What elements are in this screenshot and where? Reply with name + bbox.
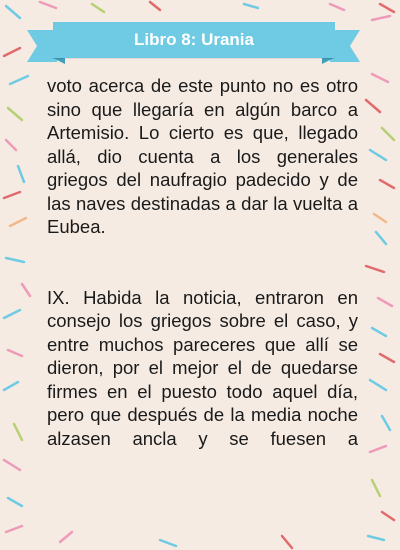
paragraph-2: IX. Habida la noticia, entraron en consejo los griegos sobre el caso, y entre muchos pareceres que allí se dieron, por el mejor el de quedarse firmes en el puesto todo aquel día, pero que después de la media noche alzasen ancla y se fuesen a (47, 286, 358, 449)
paragraph-1: voto acerca de este punto no es otro sino que llegaría en algún barco a Artemisio. Lo cierto es que, llegado allá, dio cuenta a los generales griegos del naufragio padecido y de las naves destinadas a dar la vuelta a Eubea. (47, 75, 358, 237)
chapter-banner (27, 22, 360, 66)
chapter-title: Libro 8: Urania (53, 22, 335, 58)
page-text (47, 74, 358, 450)
